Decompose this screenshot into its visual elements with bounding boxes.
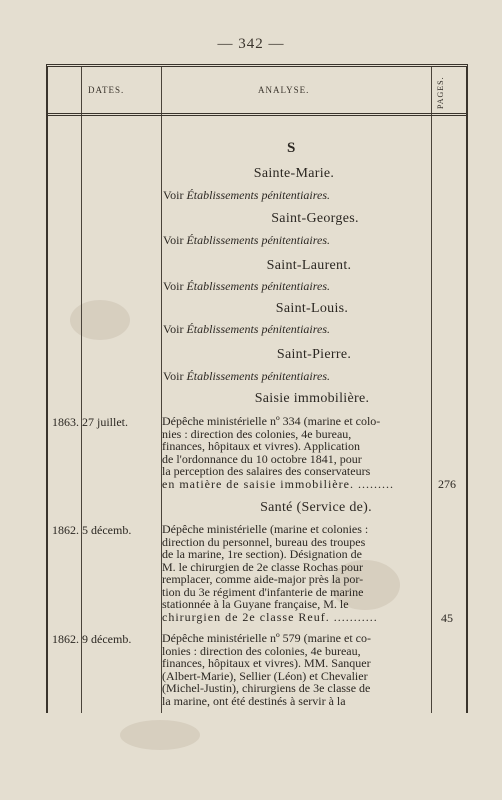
entry-text: Dépêche ministérielle nº 579 (marine et co- lonies : direction des colonies, 4e bureau, finances, hôpitaux et vivres). MM. Sanquer (Albert-Marie), Sellier (Léon) et Chevalier (Michel-Justin), chirurgiens de 3e classe de la marine, ont été destinés à servir à la: [162, 631, 371, 708]
see-also-title: Saint-Laurent.: [266, 258, 352, 273]
see-also-ref: Voir Établissements pénitentiaires.: [163, 188, 330, 202]
see-also-title: Sainte-Marie.: [253, 166, 335, 181]
section-heading: Santé (Service de).: [260, 500, 372, 515]
see-also-ref: Voir Établissements pénitentiaires.: [163, 279, 330, 293]
see-also-title: Saint-Louis.: [275, 301, 349, 316]
header-dates: DATES.: [88, 85, 125, 95]
section-letter: S: [287, 140, 296, 156]
entry-text: Dépêche ministérielle nº 334 (marine et colo- nies : direction des colonies, 4e bureau, finances, hôpitaux et vivres). Application de l'ordonnance du 10 octobre 1841, pour la perception des salaires des conservateurs en matière de saisie immobilière. .........: [162, 414, 394, 491]
see-also-title: Saint-Georges.: [271, 211, 359, 226]
entry-date: 1862. 5 décemb.: [52, 523, 132, 537]
column-divider: [81, 67, 82, 713]
see-also-ref: Voir Établissements pénitentiaires.: [163, 233, 330, 247]
entry-date: 1862. 9 décemb.: [52, 632, 132, 646]
see-also-title: Saint-Pierre.: [276, 347, 352, 362]
entry-text: Dépêche ministérielle (marine et colonies : direction du personnel, bureau des troupes de la marine, 1re section). Désignation de M. le chirurgien de 2e classe Rochas pour remplacer, comme aide-major près la por- tion du 3e régiment d'infanterie de marine stationnée à la Guyane française, M. le chirurgien de 2e classe Reuf. ...........: [162, 522, 378, 624]
see-also-ref: Voir Établissements pénitentiaires.: [163, 369, 330, 383]
page-number: — 342 —: [217, 36, 285, 52]
header-rule: [48, 113, 466, 116]
see-also-ref: Voir Établissements pénitentiaires.: [163, 322, 330, 336]
header-analyse: ANALYSE.: [258, 85, 310, 95]
entry-date: 1863. 27 juillet.: [52, 415, 128, 429]
header-pages: PAGES.: [436, 76, 445, 109]
entry-page: 45: [441, 611, 453, 625]
header-pages-cell: [434, 69, 448, 109]
entry-page: 276: [438, 477, 456, 491]
section-heading: Saisie immobilière.: [254, 391, 370, 406]
